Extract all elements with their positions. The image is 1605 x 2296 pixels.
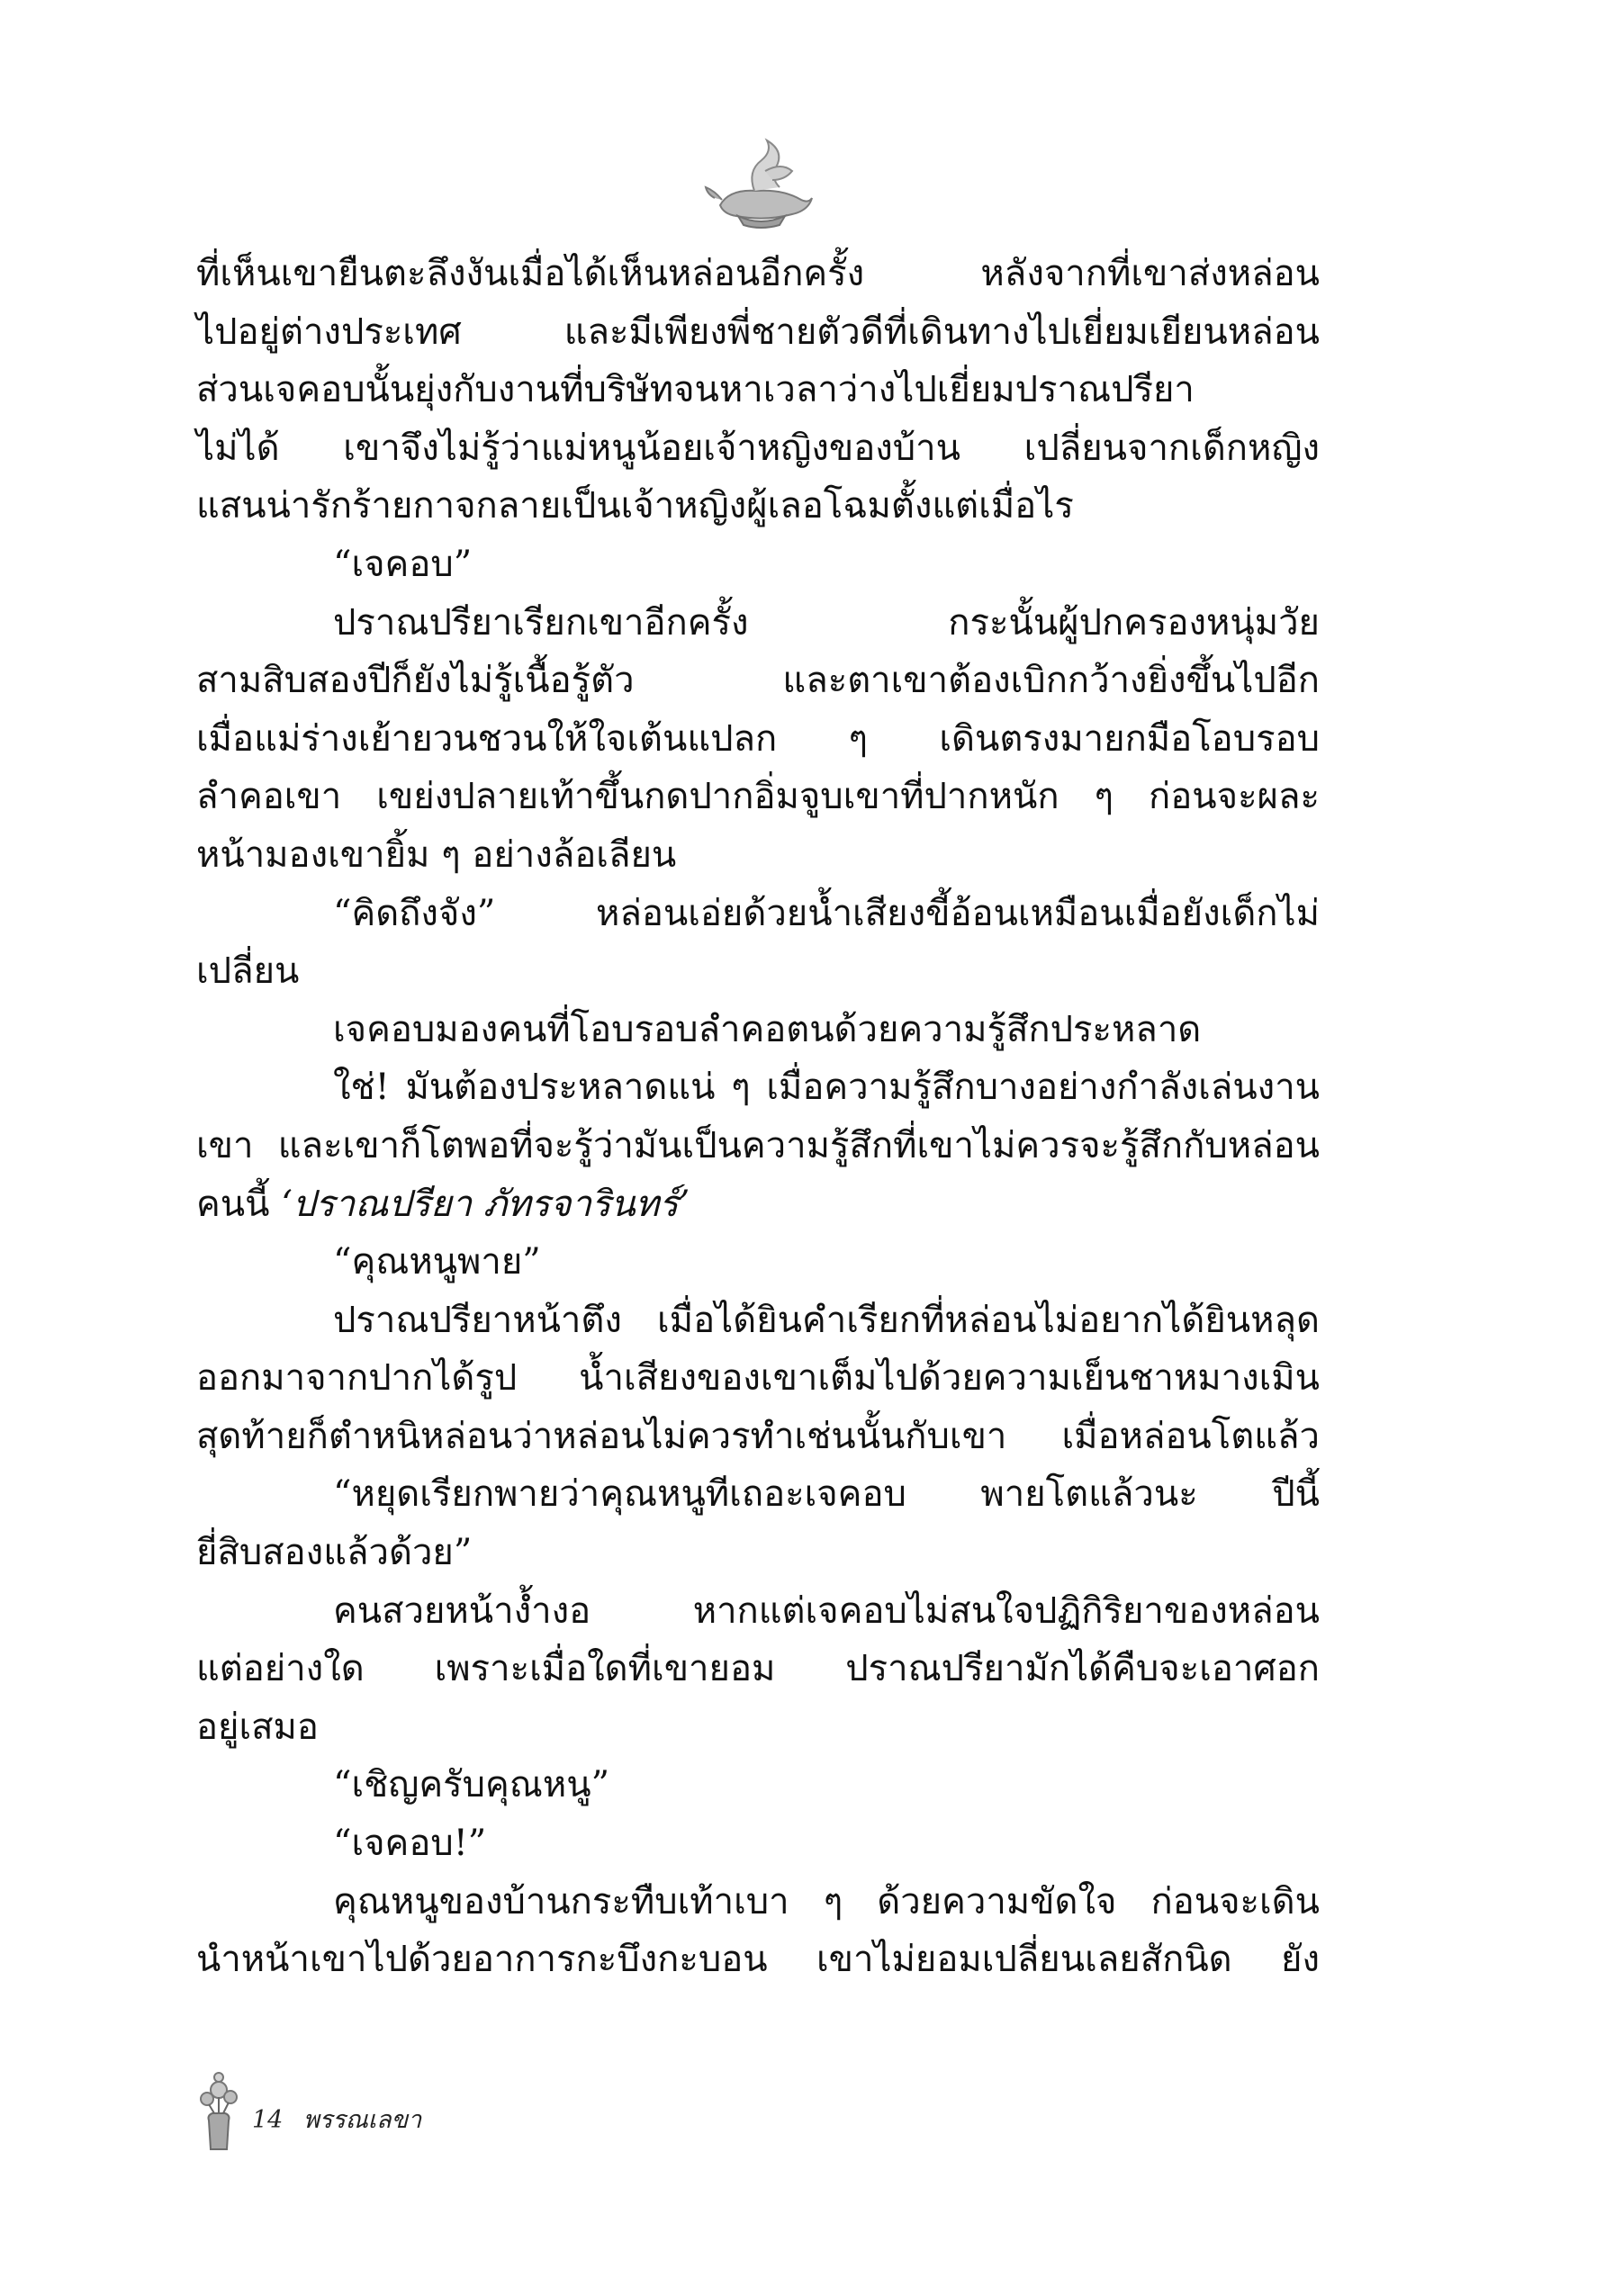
text-line-content: “คิดถึงจัง” หล่อนเอ่ยด้วยน้ำเสียงขี้อ้อนเหมือนเมื่อยังเด็กไม่ <box>333 892 1320 934</box>
body-text <box>196 245 1320 1989</box>
text-line-content: นำหน้าเขาไปด้วยอาการกะบึงกะบอน เขาไม่ยอมเปลี่ยนเลยสักนิด ยัง <box>196 1939 1320 1981</box>
text-line-content: ยี่สิบสองแล้วด้วย” <box>196 1532 473 1574</box>
text-line <box>196 1756 1320 1814</box>
text-line-content: คนนี้ <box>196 1183 270 1225</box>
text-line-content: “เจคอบ” <box>333 543 473 585</box>
text-line-content: เจคอบมองคนที่โอบรอบลำคอตนด้วยความรู้สึกประหลาด <box>333 1008 1202 1050</box>
italic-name: ‘ปราณปรียา ภัทรจารินทร์’ <box>281 1183 690 1225</box>
text-line-content: ส่วนเจคอบนั้นยุ่งกับงานที่บริษัทจนหาเวลาว่างไปเยี่ยมปราณปรียา <box>196 369 1195 411</box>
text-line <box>196 1931 1320 1989</box>
text-line <box>196 1465 1320 1524</box>
text-line <box>196 942 1320 1001</box>
text-line-content: ลำคอเขา เขย่งปลายเท้าขึ้นกดปากอิ่มจูบเขาที่ปากหนัก ๆ ก่อนจะผละ <box>196 776 1320 818</box>
flower-vase-icon <box>196 2070 241 2151</box>
text-line-content: คุณหนูของบ้านกระทืบเท้าเบา ๆ ด้วยความขัดใจ ก่อนจะเดิน <box>333 1880 1320 1922</box>
text-line-content: ปราณปรียาหน้าตึง เมื่อได้ยินคำเรียกที่หล่อนไม่อยากได้ยินหลุด <box>333 1299 1320 1341</box>
text-line-content: หน้ามองเขายิ้ม ๆ อย่างล้อเลียน <box>196 833 677 876</box>
text-line-content: “เชิญครับคุณหนู” <box>333 1764 610 1806</box>
text-line-content: เมื่อแม่ร่างเย้ายวนชวนให้ใจเต้นแปลก ๆ เดินตรงมายกมือโอบรอบ <box>196 717 1320 760</box>
text-line-content: อยู่เสมอ <box>196 1706 319 1748</box>
text-line-content: เปลี่ยน <box>196 950 300 993</box>
text-line <box>196 245 1320 303</box>
page-number: 14 <box>252 2106 284 2134</box>
text-line <box>196 710 1320 769</box>
text-line-content: ปราณปรียาเรียกเขาอีกครั้ง กระนั้นผู้ปกครองหนุ่มวัย <box>333 601 1320 644</box>
book-title: พรรณเลขา <box>302 2106 422 2134</box>
text-line-content: ที่เห็นเขายืนตะลึงงันเมื่อได้เห็นหล่อนอีกครั้ง หลังจากที่เขาส่งหล่อน <box>196 253 1320 294</box>
text-line <box>196 1292 1320 1350</box>
text-line <box>196 1640 1320 1698</box>
text-line-content: ไปอยู่ต่างประเทศ และมีเพียงพี่ชายตัวดีที่เดินทางไปเยี่ยมเยียนหล่อน <box>196 311 1320 353</box>
text-line-content: สามสิบสองปีก็ยังไม่รู้เนื้อรู้ตัว และตาเขาต้องเบิกกว้างยิ่งขึ้นไปอีก <box>196 660 1320 702</box>
text-line <box>196 1349 1320 1408</box>
text-line <box>196 536 1320 594</box>
text-line <box>196 594 1320 653</box>
text-line <box>196 1175 1320 1234</box>
text-line <box>196 1814 1320 1873</box>
text-line <box>196 1524 1320 1582</box>
text-line-content: ไม่ได้ เขาจึงไม่รู้ว่าแม่หนูน้อยเจ้าหญิงของบ้าน เปลี่ยนจากเด็กหญิง <box>196 427 1320 469</box>
lamp-ornament-icon <box>702 135 819 234</box>
text-line-content: “คุณหนูพาย” <box>333 1241 541 1283</box>
text-line <box>196 652 1320 710</box>
text-line <box>196 1117 1320 1175</box>
text-line <box>196 1873 1320 1931</box>
text-line-content: สุดท้ายก็ตำหนิหล่อนว่าหล่อนไม่ควรทำเช่นนั้นกับเขา เมื่อหล่อนโตแล้ว <box>196 1415 1320 1457</box>
text-line-content: ออกมาจากปากได้รูป น้ำเสียงของเขาเต็มไปด้วยความเย็นชาหมางเมิน <box>196 1357 1320 1400</box>
text-line <box>196 303 1320 362</box>
text-line <box>196 826 1320 885</box>
text-line <box>196 768 1320 826</box>
text-line <box>196 361 1320 419</box>
text-line <box>196 1001 1320 1059</box>
text-line-content: “หยุดเรียกพายว่าคุณหนูทีเถอะเจคอบ พายโตแล้วนะ ปีนี้ <box>333 1473 1320 1516</box>
text-line-content: เขา และเขาก็โตพอที่จะรู้ว่ามันเป็นความรู้สึกที่เขาไม่ควรจะรู้สึกกับหล่อน <box>196 1124 1320 1166</box>
text-line <box>196 477 1320 536</box>
text-line-content: “เจคอบ!” <box>333 1823 487 1865</box>
text-line <box>196 1058 1320 1117</box>
text-line-content: แต่อย่างใด เพราะเมื่อใดที่เขายอม ปราณปรียามักได้คืบจะเอาศอก <box>196 1648 1320 1690</box>
text-line <box>196 1233 1320 1292</box>
text-line-content: คนสวยหน้างํ้างอ หากแต่เจคอบไม่สนใจปฏิกิริยาของหล่อน <box>333 1589 1320 1632</box>
text-line <box>196 419 1320 478</box>
page-footer <box>196 2070 434 2151</box>
text-line <box>196 1582 1320 1641</box>
footer-text <box>252 2100 434 2138</box>
text-line-content: แสนน่ารักร้ายกาจกลายเป็นเจ้าหญิงผู้เลอโฉมตั้งแต่เมื่อไร <box>196 485 1074 527</box>
text-line <box>196 1408 1320 1466</box>
text-line <box>196 1698 1320 1757</box>
text-line-content: ใช่! มันต้องประหลาดแน่ ๆ เมื่อความรู้สึกบางอย่างกำลังเล่นงาน <box>333 1067 1320 1109</box>
text-line <box>196 885 1320 943</box>
